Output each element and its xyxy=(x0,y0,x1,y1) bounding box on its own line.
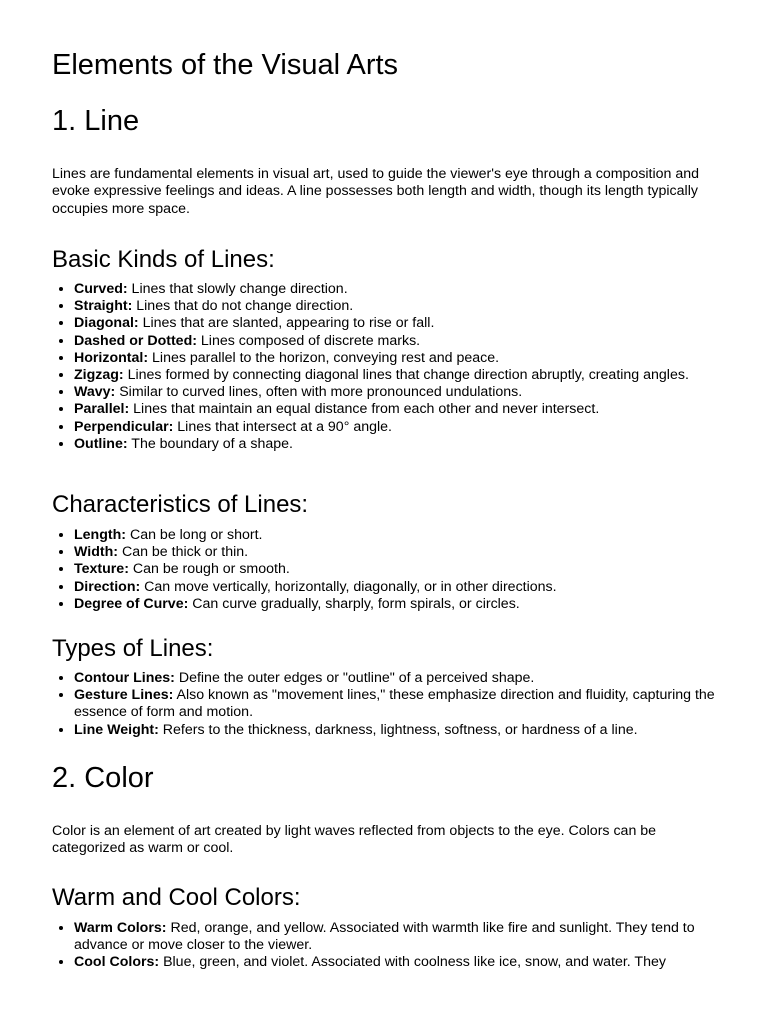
warm-cool-list xyxy=(52,920,722,972)
list-item-term: Perpendicular: xyxy=(74,418,174,435)
characteristics-heading: Characteristics of Lines: xyxy=(52,491,309,518)
list-item-term: Wavy: xyxy=(74,384,116,401)
characteristics-list xyxy=(52,527,722,613)
list-item xyxy=(74,544,722,561)
list-item-description: Can be rough or smooth. xyxy=(128,561,290,578)
list-item xyxy=(74,315,722,332)
document-title: Elements of the Visual Arts xyxy=(52,49,399,81)
list-item-description: The boundary of a shape. xyxy=(127,435,293,452)
color-intro-paragraph: Color is an element of art created by light waves reflected from objects to the eye. Colors can be categorized as warm or cool. xyxy=(52,823,657,857)
list-item-term: Curved: xyxy=(74,281,128,297)
list-item xyxy=(74,954,722,971)
list-item-description: Lines formed by connecting diagonal lines that change direction abruptly, creating angles. xyxy=(123,367,689,384)
list-item-description: Define the outer edges or "outline" of a perceived shape. xyxy=(174,670,535,686)
list-item xyxy=(74,367,722,384)
list-item-description: Lines that do not change direction. xyxy=(132,298,354,315)
list-item-term: Parallel: xyxy=(74,401,130,418)
list-item-term: Warm Colors: xyxy=(74,920,167,936)
list-item-description: Lines that are slanted, appearing to rise or fall. xyxy=(138,315,435,332)
list-item xyxy=(74,419,722,436)
list-item-description: Also known as "movement lines," these emphasize direction and fluidity, capturing the essence of form and motion. xyxy=(74,687,715,721)
list-item-description: Red, orange, and yellow. Associated with warmth like fire and sunlight. They tend to advance or move closer to the viewer. xyxy=(74,920,695,954)
list-item-description: Lines that maintain an equal distance from each other and never intersect. xyxy=(129,401,600,418)
list-item-description: Refers to the thickness, darkness, lightness, softness, or hardness of a line. xyxy=(158,721,638,738)
section-heading-line: 1. Line xyxy=(52,105,140,137)
warm-cool-heading: Warm and Cool Colors: xyxy=(52,884,301,911)
list-item-term: Length: xyxy=(74,527,127,543)
list-item-description: Lines that slowly change direction. xyxy=(127,281,348,297)
list-item-term: Contour Lines: xyxy=(74,670,175,686)
list-item xyxy=(74,687,722,721)
basic-kinds-heading: Basic Kinds of Lines: xyxy=(52,246,275,273)
list-item-term: Direction: xyxy=(74,578,141,595)
list-item-term: Horizontal: xyxy=(74,349,149,366)
list-item xyxy=(74,281,722,298)
list-item xyxy=(74,436,722,453)
list-item-term: Width: xyxy=(74,544,118,561)
list-item xyxy=(74,350,722,367)
list-item-description: Can move vertically, horizontally, diagonally, or in other directions. xyxy=(140,578,557,595)
list-item-description: Lines parallel to the horizon, conveying rest and peace. xyxy=(148,349,500,366)
list-item xyxy=(74,596,722,613)
list-item-term: Dashed or Dotted: xyxy=(74,332,197,349)
list-item-term: Line Weight: xyxy=(74,721,159,738)
list-item-term: Outline: xyxy=(74,435,128,452)
types-list xyxy=(52,670,722,739)
line-intro-paragraph: Lines are fundamental elements in visual art, used to guide the viewer's eye through a composition and evoke expressive feelings and ideas. A line possesses both length and width, though its length typically occupies more space. xyxy=(52,166,700,217)
list-item-description: Blue, green, and violet. Associated with coolness like ice, snow, and water. They xyxy=(159,954,666,971)
list-item-term: Straight: xyxy=(74,298,133,315)
list-item-term: Texture: xyxy=(74,561,129,578)
list-item-description: Can be thick or thin. xyxy=(118,544,249,561)
list-item-term: Cool Colors: xyxy=(74,954,160,971)
list-item-description: Can be long or short. xyxy=(126,527,263,543)
list-item-description: Can curve gradually, sharply, form spirals, or circles. xyxy=(188,595,520,612)
section-heading-color: 2. Color xyxy=(52,762,154,794)
list-item-term: Zigzag: xyxy=(74,367,124,384)
list-item xyxy=(74,722,722,739)
list-item xyxy=(74,670,722,687)
list-item-description: Lines that intersect at a 90° angle. xyxy=(173,418,392,435)
types-heading: Types of Lines: xyxy=(52,635,214,662)
list-item-term: Diagonal: xyxy=(74,315,139,332)
list-item xyxy=(74,298,722,315)
list-item xyxy=(74,384,722,401)
list-item-description: Similar to curved lines, often with more pronounced undulations. xyxy=(115,384,523,401)
list-item xyxy=(74,579,722,596)
list-item xyxy=(74,401,722,418)
list-item-term: Degree of Curve: xyxy=(74,595,189,612)
basic-kinds-list xyxy=(52,281,722,453)
list-item xyxy=(74,561,722,578)
list-item xyxy=(74,333,722,350)
list-item xyxy=(74,920,722,954)
list-item-term: Gesture Lines: xyxy=(74,687,174,704)
list-item xyxy=(74,527,722,544)
list-item-description: Lines composed of discrete marks. xyxy=(196,332,421,349)
